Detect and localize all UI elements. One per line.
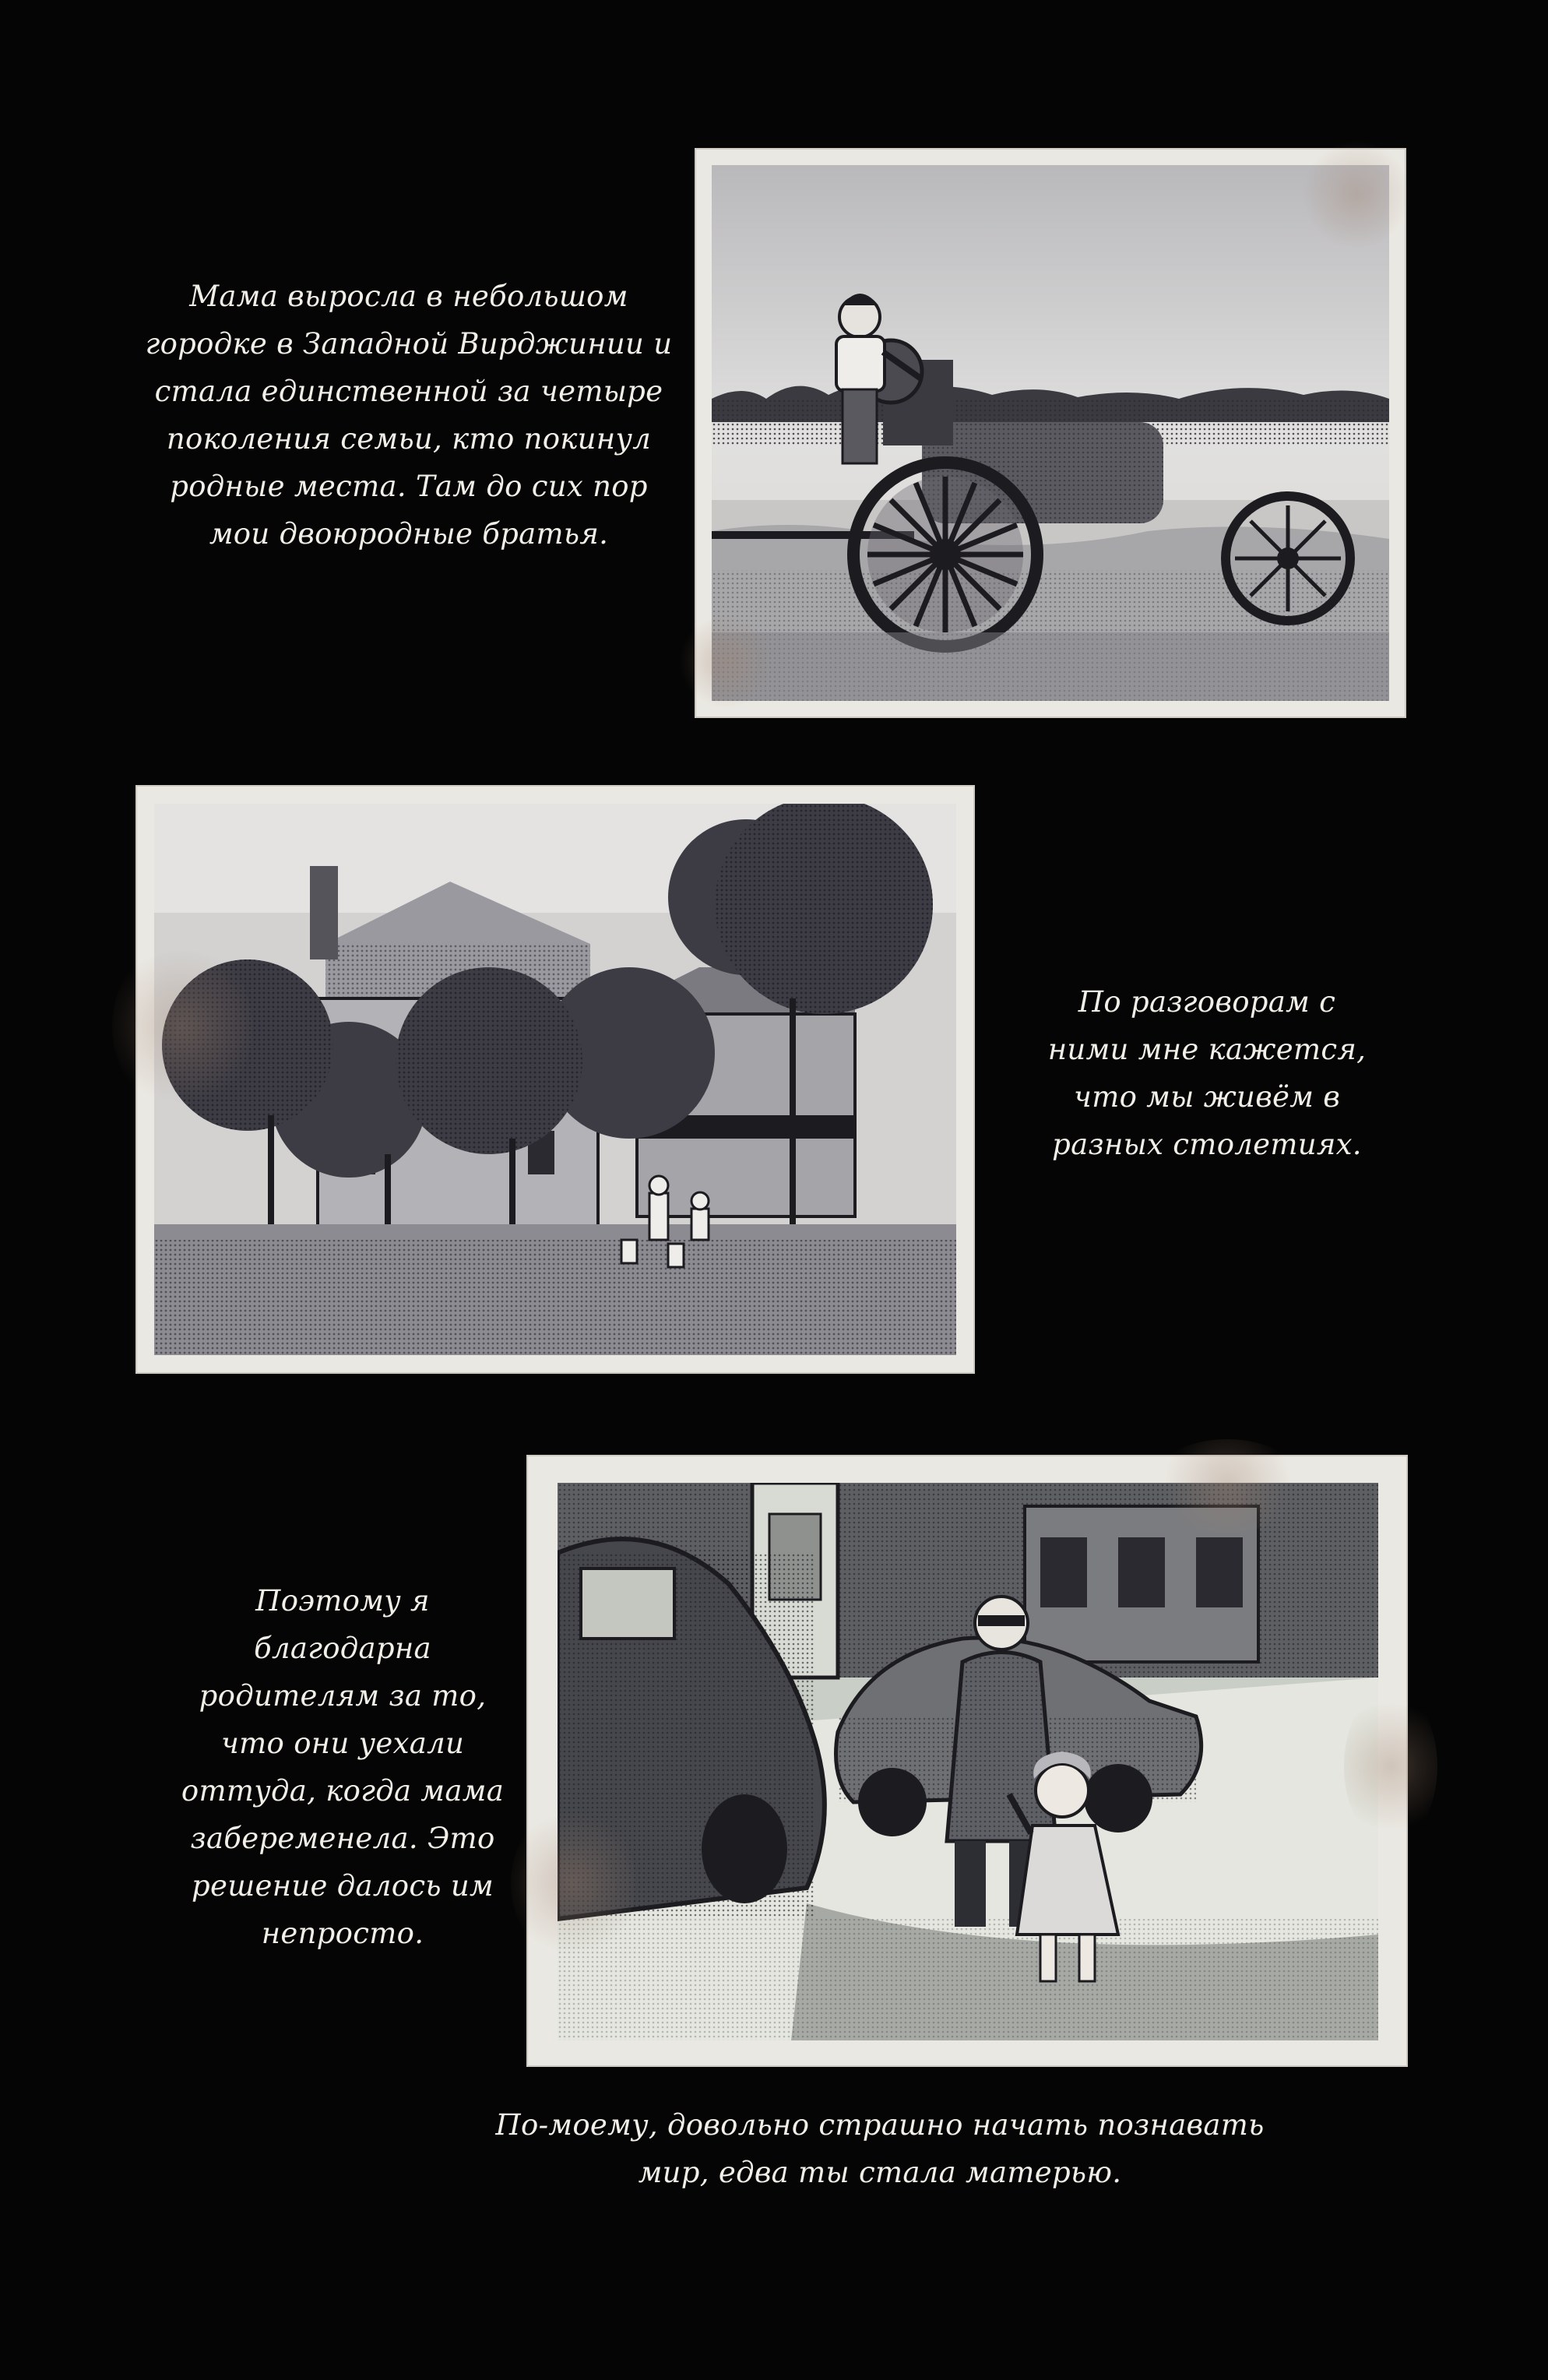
photo-father-daughter-cars [526, 1455, 1408, 2067]
caption-line: Поэтому я [255, 1584, 430, 1618]
caption-line: что они уехали [220, 1727, 465, 1760]
caption-line: непросто. [261, 1917, 424, 1950]
caption-line: мир, едва ты стала матерью. [638, 2156, 1122, 2189]
house-illustration [154, 804, 956, 1355]
caption-line: забеременела. Это [190, 1822, 495, 1855]
photo-boy-on-tractor [695, 148, 1406, 718]
caption-line: разных столетиях. [1052, 1128, 1362, 1161]
caption-becoming-mother [467, 2101, 1293, 2196]
caption-line: ними мне кажется, [1047, 1033, 1367, 1066]
photo-stain [679, 615, 772, 709]
caption-line: мои двоюродные братья. [209, 517, 609, 551]
photo-stain [1344, 1688, 1437, 1844]
caption-grateful-parents [156, 1577, 529, 1957]
caption-line: благодарна [254, 1632, 431, 1665]
caption-different-centuries [1028, 978, 1386, 1168]
caption-line: По-моему, довольно страшно начать познавать [495, 2108, 1265, 2142]
caption-line: родителям за то, [199, 1679, 487, 1713]
caption-line: родные места. Там до сих пор [170, 470, 648, 503]
caption-line: оттуда, когда мама [181, 1774, 505, 1808]
caption-line: По разговорам с [1078, 985, 1336, 1019]
caption-line: городке в Западной Вирджинии и [145, 327, 673, 361]
photo-stain [1149, 1439, 1305, 1533]
photo-family-house [135, 785, 975, 1374]
tractor-illustration [712, 165, 1389, 701]
caption-line: Мама выросла в небольшом [189, 280, 628, 313]
caption-line: что мы живём в [1073, 1080, 1341, 1114]
caption-line: решение далось им [192, 1869, 494, 1903]
photo-stain [511, 1805, 635, 1961]
photo-stain [112, 941, 252, 1112]
caption-line: поколения семьи, кто покинул [166, 422, 652, 456]
caption-childhood-hometown [140, 273, 677, 558]
photo-stain [1302, 140, 1411, 249]
caption-line: стала единственной за четыре [154, 375, 663, 408]
cars-illustration [558, 1483, 1378, 2040]
